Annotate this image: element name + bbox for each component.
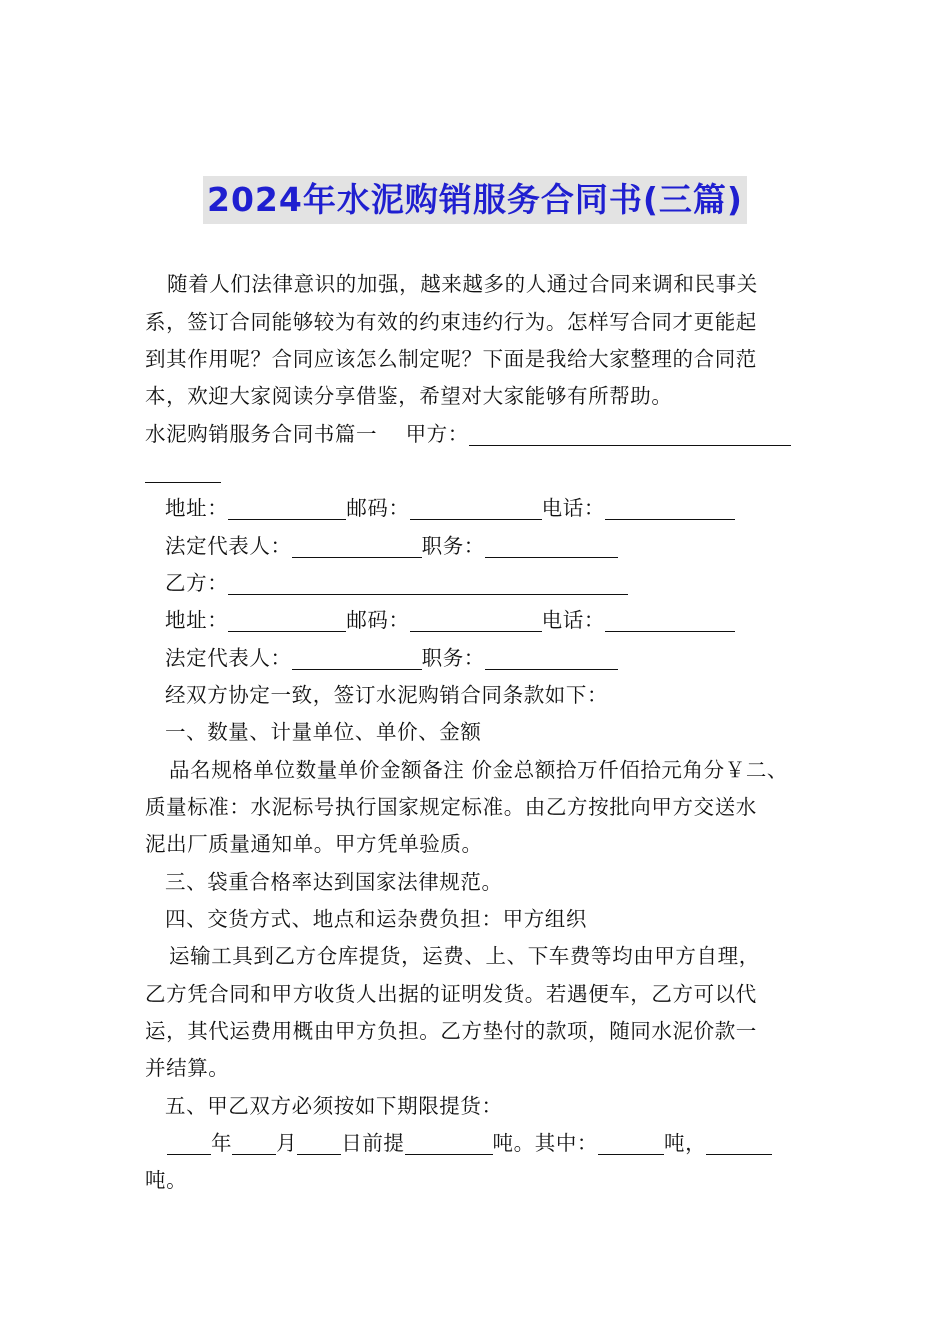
party-b-address-blank[interactable]	[228, 609, 346, 632]
legal-rep-label: 法定代表人：	[165, 646, 292, 670]
clause-line: 四、交货方式、地点和运杂费负担：甲方组织	[165, 907, 587, 931]
party-a-rep-blank[interactable]	[292, 535, 422, 558]
phone-label: 电话：	[541, 496, 605, 520]
clause-line: 乙方凭合同和甲方收货人出据的证明发货。若遇便车，乙方可以代	[145, 982, 757, 1006]
address-label: 地址：	[165, 496, 229, 520]
party-a-position-blank[interactable]	[485, 535, 618, 558]
party-b-row	[165, 569, 628, 597]
day-blank[interactable]	[297, 1132, 341, 1155]
party-b-contact-row	[165, 606, 735, 634]
clause-line: 泥出厂质量通知单。甲方凭单验质。	[145, 832, 483, 856]
clause-line: 并结算。	[145, 1056, 230, 1080]
title-wrap	[0, 176, 950, 224]
party-a-blank-cont	[145, 457, 221, 485]
party-a-contact-row	[165, 494, 735, 522]
intro-line: 到其作用呢？合同应该怎么制定呢？下面是我给大家整理的合同范	[145, 347, 757, 371]
party-a-rep-row	[165, 532, 618, 560]
party-a-label: 甲方：	[405, 422, 469, 446]
month-blank[interactable]	[232, 1132, 276, 1155]
intro-line: 随着人们法律意识的加强，越来越多的人通过合同来调和民事关	[167, 272, 758, 296]
party-b-position-blank[interactable]	[485, 647, 618, 670]
ton-end-line: 吨。	[145, 1168, 188, 1192]
intro-line: 本，欢迎大家阅读分享借鉴，希望对大家能够有所帮助。	[145, 384, 673, 408]
total-ton-blank[interactable]	[405, 1132, 493, 1155]
document-title: 2024年水泥购销服务合同书(三篇)	[203, 176, 747, 224]
clause-line: 三、袋重合格率达到国家法律规范。	[165, 870, 503, 894]
party-a-blank[interactable]	[469, 423, 791, 446]
phone-label: 电话：	[541, 608, 605, 632]
party-b-blank[interactable]	[228, 572, 628, 595]
clause-line: 品名规格单位数量单价金额备注 价金总额拾万仟佰拾元角分￥二、	[169, 758, 789, 782]
party-a-blank-continued[interactable]	[145, 460, 221, 483]
party-a-postcode-blank[interactable]	[410, 497, 542, 520]
clause-line: 五、甲乙双方必须按如下期限提货：	[165, 1094, 503, 1118]
agreement-line: 经双方协定一致，签订水泥购销合同条款如下：	[165, 683, 609, 707]
party-b-rep-row	[165, 644, 618, 672]
pickup-date-row	[167, 1129, 772, 1157]
party-a-phone-blank[interactable]	[605, 497, 735, 520]
party-a-address-blank[interactable]	[228, 497, 346, 520]
ton-comma-label: 吨，	[664, 1131, 707, 1155]
contract-heading: 水泥购销服务合同书篇一	[145, 422, 378, 446]
party-b-postcode-blank[interactable]	[410, 609, 542, 632]
intro-line: 系，签订合同能够较为有效的约束违约行为。怎样写合同才更能起	[145, 310, 757, 334]
party-b-label: 乙方：	[165, 571, 229, 595]
day-pickup-label: 日前提	[341, 1131, 405, 1155]
ton-blank-1[interactable]	[598, 1132, 664, 1155]
position-label: 职务：	[421, 646, 485, 670]
party-b-phone-blank[interactable]	[605, 609, 735, 632]
clause-line: 运输工具到乙方仓库提货，运费、上、下车费等均由甲方自理，	[169, 944, 760, 968]
year-label: 年	[211, 1131, 233, 1155]
party-b-rep-blank[interactable]	[292, 647, 422, 670]
position-label: 职务：	[421, 534, 485, 558]
month-label: 月	[276, 1131, 298, 1155]
clause1-heading: 一、数量、计量单位、单价、金额	[165, 720, 482, 744]
address-label: 地址：	[165, 608, 229, 632]
ton-among-label: 吨。其中：	[492, 1131, 599, 1155]
clause-line: 质量标准：水泥标号执行国家规定标准。由乙方按批向甲方交送水	[145, 795, 757, 819]
party-a-row	[145, 420, 791, 448]
postcode-label: 邮码：	[346, 496, 410, 520]
legal-rep-label: 法定代表人：	[165, 534, 292, 558]
ton-blank-2[interactable]	[706, 1132, 772, 1155]
postcode-label: 邮码：	[346, 608, 410, 632]
clause-line: 运，其代运费用概由甲方负担。乙方垫付的款项，随同水泥价款一	[145, 1019, 757, 1043]
year-blank[interactable]	[167, 1132, 211, 1155]
